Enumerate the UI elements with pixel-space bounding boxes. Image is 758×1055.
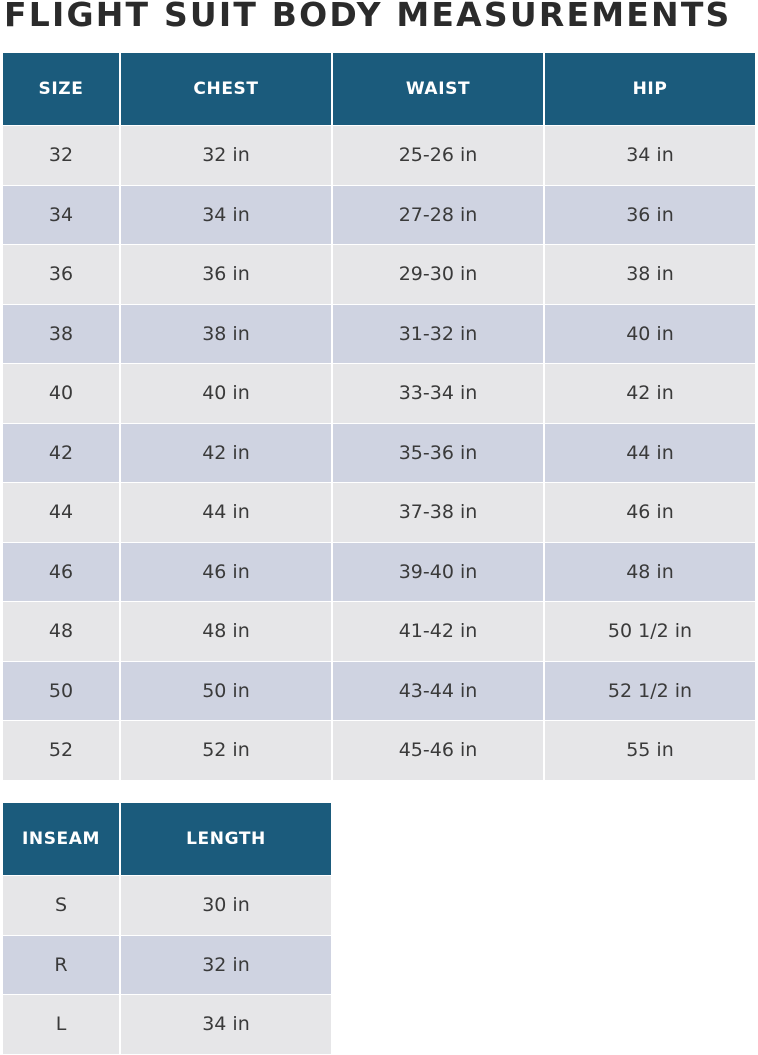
body-measurements-table [3,53,755,780]
cell-chest: 34 in [120,185,332,245]
cell-waist: 35-36 in [332,423,544,483]
column-header-waist: WAIST [332,53,544,126]
cell-inseam: L [3,995,120,1054]
cell-chest: 48 in [120,602,332,662]
cell-length: 34 in [120,995,331,1054]
cell-hip: 38 in [544,245,755,305]
cell-size: 50 [3,661,120,721]
cell-waist: 41-42 in [332,602,544,662]
table-row [3,185,755,245]
page-title: FLIGHT SUIT BODY MEASUREMENTS [4,0,732,34]
cell-size: 34 [3,185,120,245]
cell-chest: 38 in [120,304,332,364]
cell-size: 38 [3,304,120,364]
cell-hip: 46 in [544,483,755,543]
cell-size: 42 [3,423,120,483]
table-row [3,126,755,186]
cell-inseam: S [3,876,120,936]
table-row [3,721,755,780]
cell-hip: 48 in [544,542,755,602]
cell-chest: 40 in [120,364,332,424]
table-row [3,304,755,364]
cell-hip: 44 in [544,423,755,483]
cell-size: 36 [3,245,120,305]
cell-size: 44 [3,483,120,543]
cell-size: 40 [3,364,120,424]
cell-waist: 43-44 in [332,661,544,721]
cell-waist: 31-32 in [332,304,544,364]
cell-hip: 42 in [544,364,755,424]
cell-waist: 29-30 in [332,245,544,305]
cell-waist: 45-46 in [332,721,544,780]
table-row [3,876,331,936]
table-row [3,364,755,424]
cell-hip: 52 1/2 in [544,661,755,721]
cell-length: 32 in [120,935,331,995]
table-row [3,995,331,1054]
cell-chest: 36 in [120,245,332,305]
cell-size: 52 [3,721,120,780]
column-header-chest: CHEST [120,53,332,126]
cell-waist: 25-26 in [332,126,544,186]
cell-hip: 40 in [544,304,755,364]
cell-waist: 33-34 in [332,364,544,424]
table-row [3,245,755,305]
cell-chest: 52 in [120,721,332,780]
cell-size: 32 [3,126,120,186]
cell-inseam: R [3,935,120,995]
cell-chest: 32 in [120,126,332,186]
cell-length: 30 in [120,876,331,936]
inseam-length-table [3,803,331,1054]
column-header-length: LENGTH [120,803,331,876]
cell-size: 46 [3,542,120,602]
cell-hip: 36 in [544,185,755,245]
cell-chest: 46 in [120,542,332,602]
cell-hip: 50 1/2 in [544,602,755,662]
table-row [3,542,755,602]
cell-hip: 34 in [544,126,755,186]
table-row [3,935,331,995]
cell-size: 48 [3,602,120,662]
cell-waist: 27-28 in [332,185,544,245]
cell-hip: 55 in [544,721,755,780]
cell-waist: 39-40 in [332,542,544,602]
table-row [3,602,755,662]
cell-chest: 42 in [120,423,332,483]
column-header-hip: HIP [544,53,755,126]
table-row [3,423,755,483]
column-header-inseam: INSEAM [3,803,120,876]
table-header-row [3,803,331,876]
table-row [3,661,755,721]
cell-waist: 37-38 in [332,483,544,543]
table-header-row [3,53,755,126]
table-row [3,483,755,543]
cell-chest: 50 in [120,661,332,721]
column-header-size: SIZE [3,53,120,126]
cell-chest: 44 in [120,483,332,543]
